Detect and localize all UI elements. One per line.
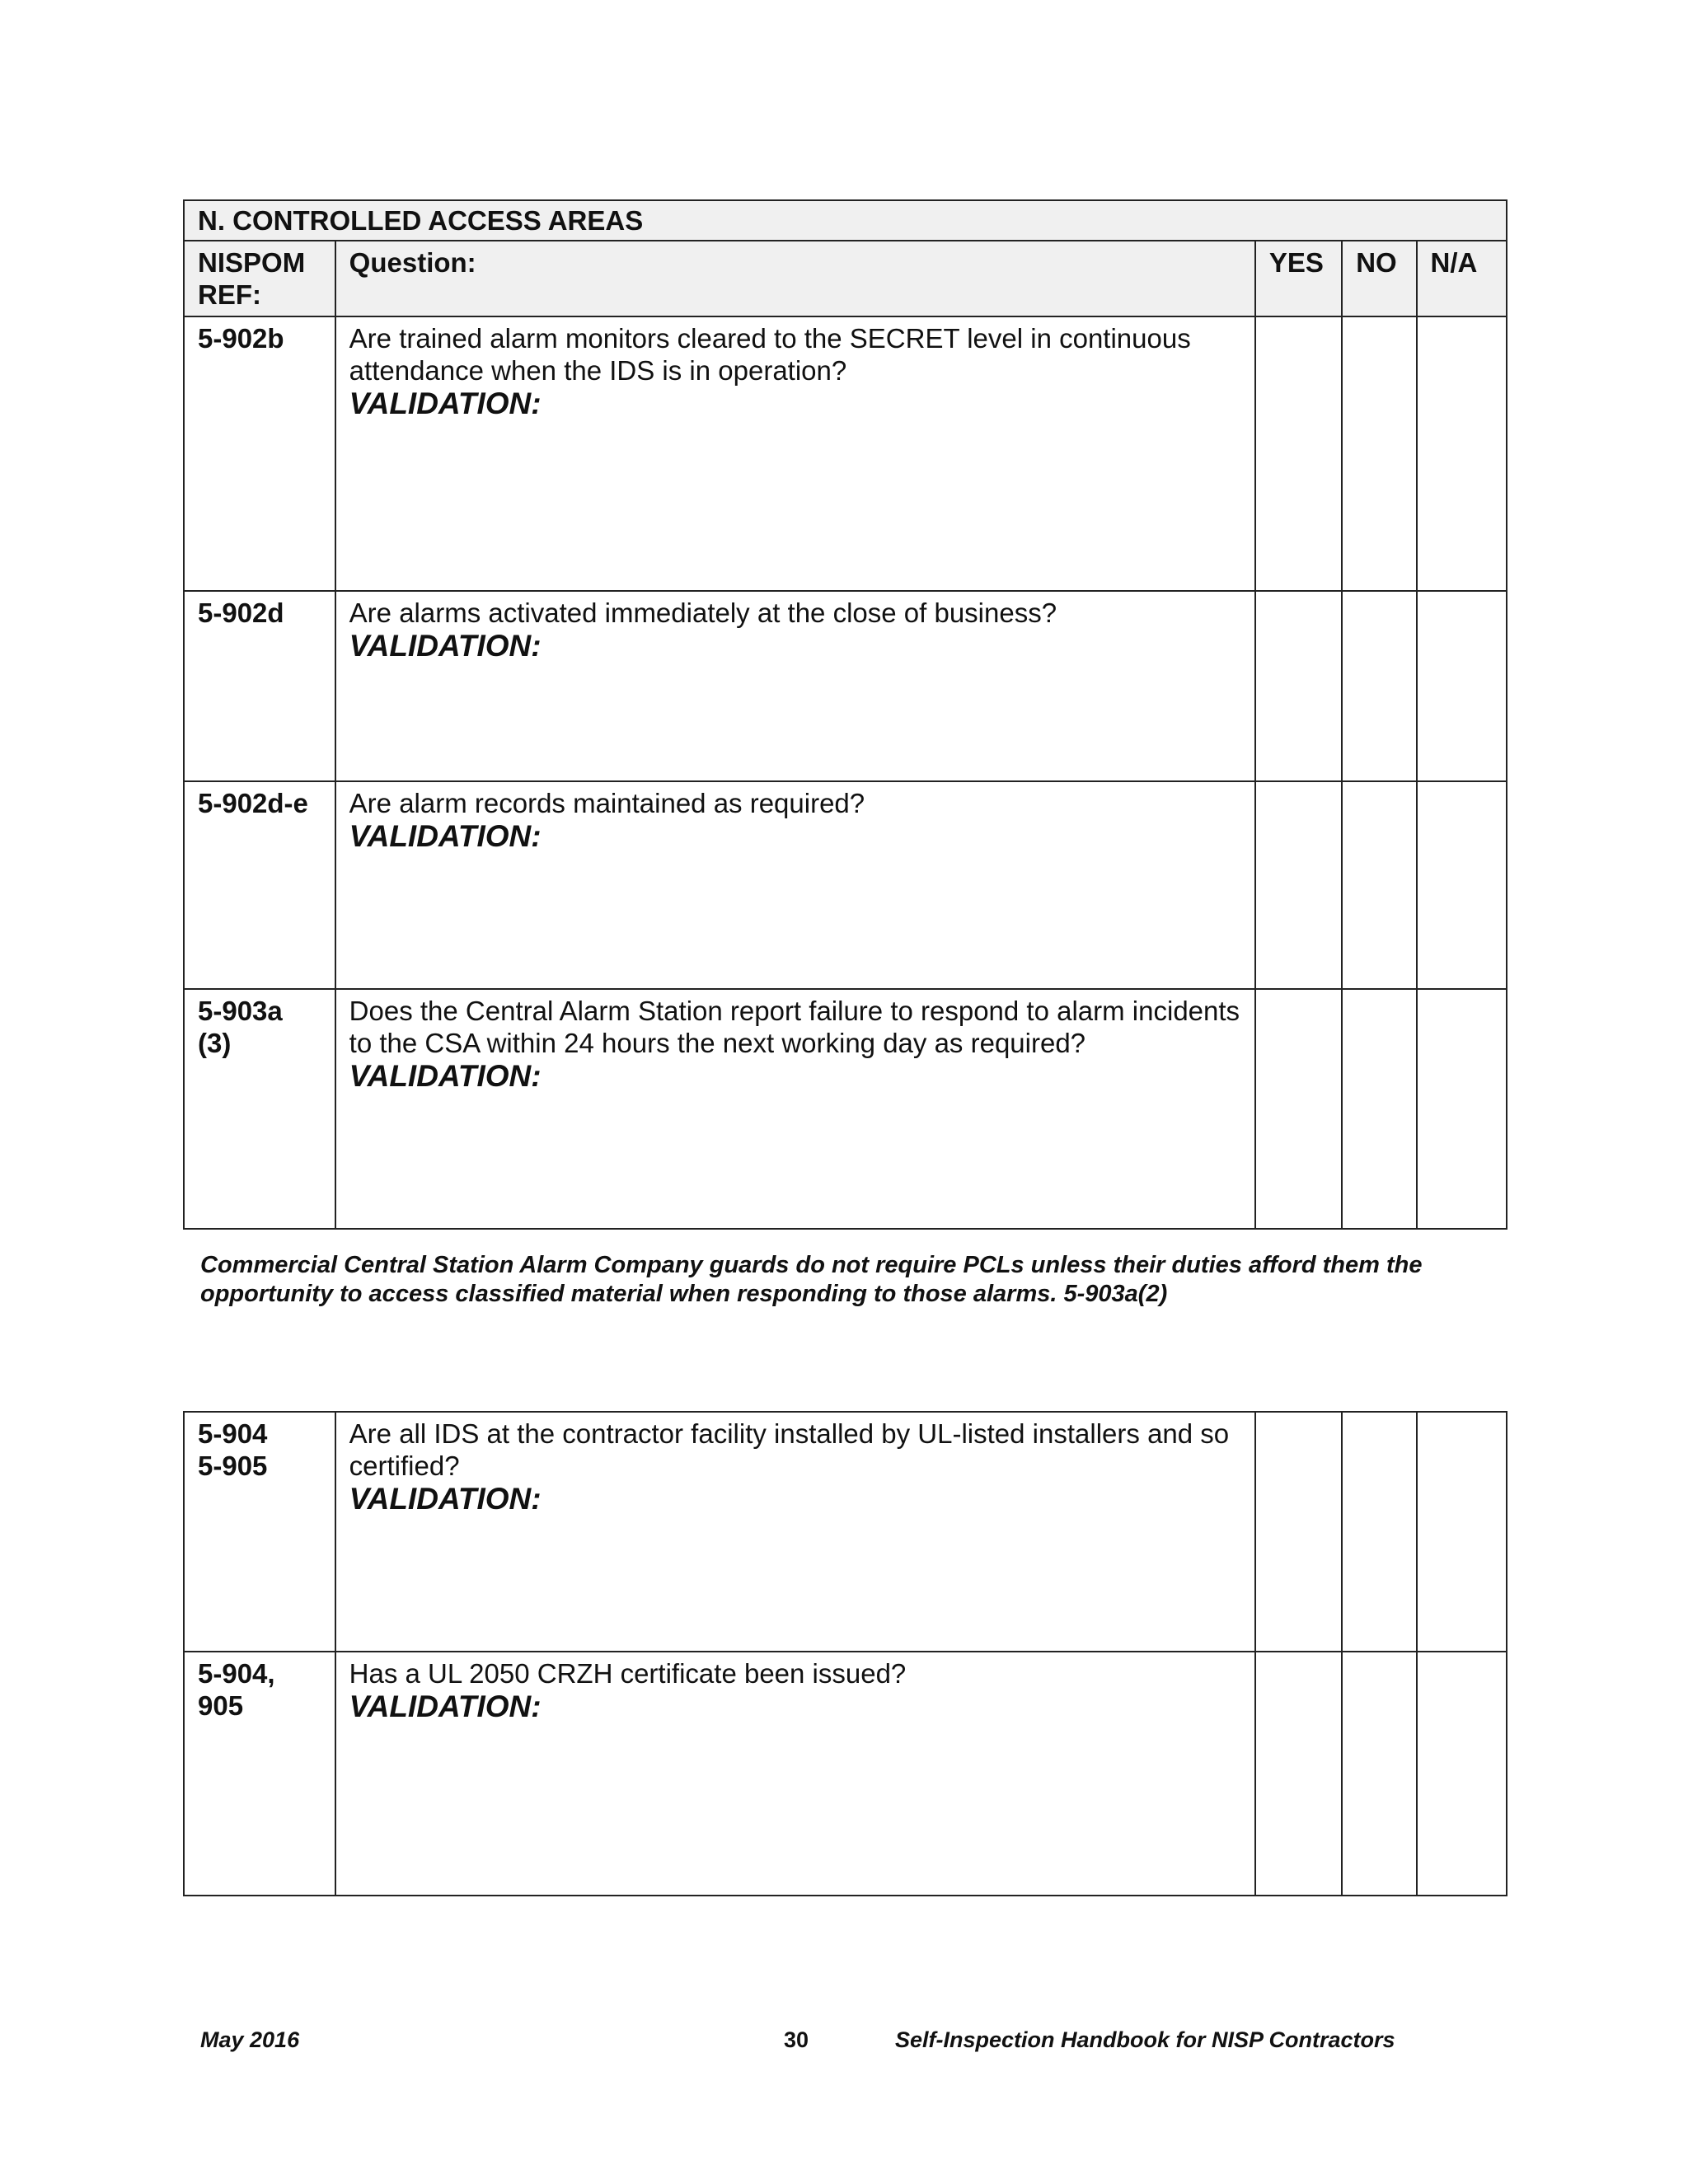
no-cell[interactable]	[1342, 1652, 1416, 1896]
yes-cell[interactable]	[1255, 781, 1342, 989]
table-row	[184, 591, 1507, 781]
table-row	[184, 989, 1507, 1229]
question-text: Has a UL 2050 CRZH certificate been issued?	[349, 1658, 907, 1689]
na-cell[interactable]	[1417, 591, 1507, 781]
nispom-ref: 5-902d	[184, 591, 335, 781]
question-text: Are trained alarm monitors cleared to the SECRET level in continuous attendance when the IDS is in operation?	[349, 323, 1191, 386]
question-text: Are all IDS at the contractor facility installed by UL-listed installers and so certified?	[349, 1418, 1230, 1481]
yes-cell[interactable]	[1255, 989, 1342, 1229]
validation-label: VALIDATION:	[349, 1690, 542, 1723]
section-title: N. CONTROLLED ACCESS AREAS	[184, 200, 1507, 241]
footer-page-number: 30	[784, 2027, 809, 2052]
na-cell[interactable]	[1417, 781, 1507, 989]
validation-label: VALIDATION:	[349, 387, 542, 420]
validation-label: VALIDATION:	[349, 629, 542, 663]
yes-cell[interactable]	[1255, 1412, 1342, 1652]
table-row	[184, 316, 1507, 591]
na-cell[interactable]	[1417, 989, 1507, 1229]
yes-cell[interactable]	[1255, 1652, 1342, 1896]
controlled-access-checklist-table	[183, 199, 1507, 1230]
footer-date: May 2016	[200, 2027, 300, 2052]
header-no: NO	[1342, 241, 1416, 316]
no-cell[interactable]	[1342, 316, 1416, 591]
yes-cell[interactable]	[1255, 591, 1342, 781]
validation-label: VALIDATION:	[349, 819, 542, 853]
nispom-ref: 5-903a (3)	[184, 989, 335, 1229]
validation-label: VALIDATION:	[349, 1059, 542, 1093]
no-cell[interactable]	[1342, 989, 1416, 1229]
header-question: Question:	[335, 241, 1255, 316]
nispom-ref: 5-902b	[184, 316, 335, 591]
na-cell[interactable]	[1417, 316, 1507, 591]
nispom-ref: 5-902d-e	[184, 781, 335, 989]
header-ref: NISPOM REF:	[184, 241, 335, 316]
table-row	[184, 1412, 1507, 1652]
header-yes: YES	[1255, 241, 1342, 316]
na-cell[interactable]	[1417, 1652, 1507, 1896]
note-text: Commercial Central Station Alarm Company guards do not require PCLs unless their duties afford them the opportunity to access classified material when responding to those alarms. 5-903a(2)	[200, 1252, 1423, 1307]
yes-cell[interactable]	[1255, 316, 1342, 591]
question-text: Does the Central Alarm Station report failure to respond to alarm incidents to the CSA within 24 hours the next working day as required?	[349, 996, 1240, 1058]
ids-checklist-table	[183, 1411, 1507, 1896]
table-row	[184, 1652, 1507, 1896]
no-cell[interactable]	[1342, 1412, 1416, 1652]
no-cell[interactable]	[1342, 591, 1416, 781]
question-text: Are alarms activated immediately at the close of business?	[349, 598, 1057, 628]
nispom-ref: 5-904 5-905	[184, 1412, 335, 1652]
question-text: Are alarm records maintained as required?	[349, 788, 865, 818]
header-na: N/A	[1417, 241, 1507, 316]
no-cell[interactable]	[1342, 781, 1416, 989]
validation-label: VALIDATION:	[349, 1482, 542, 1516]
footer-document-title: Self-Inspection Handbook for NISP Contractors	[895, 2027, 1395, 2052]
na-cell[interactable]	[1417, 1412, 1507, 1652]
nispom-ref: 5-904, 905	[184, 1652, 335, 1896]
table-row	[184, 781, 1507, 989]
